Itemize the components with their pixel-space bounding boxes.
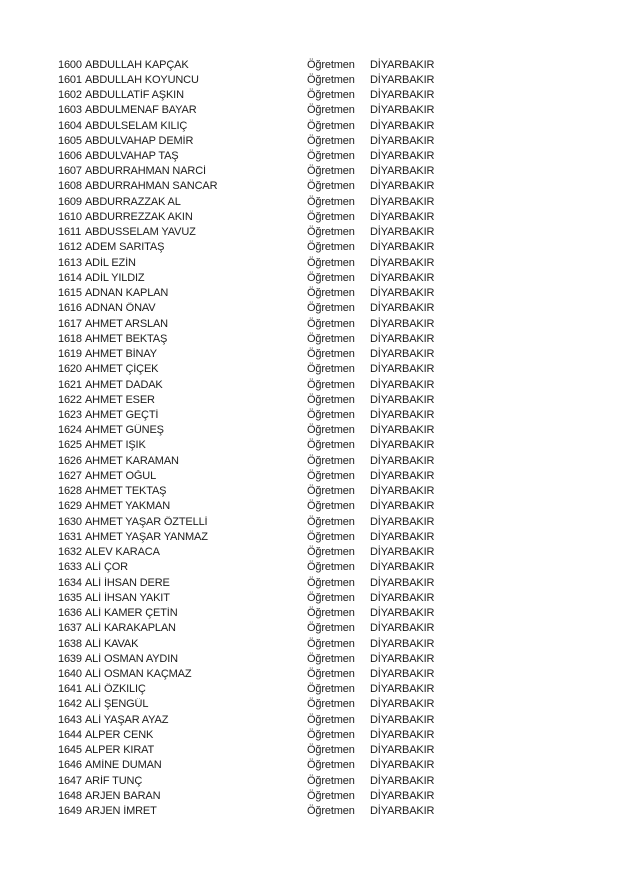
table-row: [58, 529, 578, 544]
row-number: 1614: [58, 271, 82, 284]
row-title: Öğretmen: [307, 698, 355, 711]
table-row: [58, 103, 578, 118]
row-name: AHMET BİNAY: [85, 348, 157, 361]
row-city: DİYARBAKIR: [370, 73, 435, 86]
row-number: 1648: [58, 789, 82, 802]
table-row: [58, 545, 578, 560]
table-row: [58, 240, 578, 255]
row-title: Öğretmen: [307, 134, 355, 147]
table-row: [58, 453, 578, 468]
table-row: [58, 255, 578, 270]
row-number: 1622: [58, 393, 82, 406]
row-name: AHMET ESER: [85, 393, 155, 406]
row-title: Öğretmen: [307, 759, 355, 772]
row-name: ALPER KIRAT: [85, 744, 155, 757]
row-title: Öğretmen: [307, 469, 355, 482]
row-city: DİYARBAKIR: [370, 424, 435, 437]
row-city: DİYARBAKIR: [370, 271, 435, 284]
row-city: DİYARBAKIR: [370, 500, 435, 513]
row-name: AHMET KARAMAN: [85, 454, 179, 467]
table-row: [58, 133, 578, 148]
row-city: DİYARBAKIR: [370, 759, 435, 772]
row-number: 1601: [58, 73, 82, 86]
row-title: Öğretmen: [307, 302, 355, 315]
row-number: 1605: [58, 134, 82, 147]
roster-list: [58, 57, 578, 819]
row-number: 1645: [58, 744, 82, 757]
row-title: Öğretmen: [307, 332, 355, 345]
row-city: DİYARBAKIR: [370, 89, 435, 102]
row-name: ABDUSSELAM YAVUZ: [85, 226, 196, 239]
table-row: [58, 225, 578, 240]
row-number: 1641: [58, 683, 82, 696]
row-title: Öğretmen: [307, 271, 355, 284]
row-number: 1635: [58, 591, 82, 604]
table-row: [58, 194, 578, 209]
row-number: 1646: [58, 759, 82, 772]
table-row: [58, 407, 578, 422]
table-row: [58, 87, 578, 102]
table-row: [58, 560, 578, 575]
row-number: 1643: [58, 713, 82, 726]
row-number: 1628: [58, 485, 82, 498]
row-name: ABDULMENAF BAYAR: [85, 104, 197, 117]
table-row: [58, 590, 578, 605]
row-name: ALİ İHSAN DERE: [85, 576, 170, 589]
row-title: Öğretmen: [307, 500, 355, 513]
table-row: [58, 118, 578, 133]
row-number: 1610: [58, 210, 82, 223]
row-title: Öğretmen: [307, 454, 355, 467]
row-number: 1627: [58, 469, 82, 482]
row-title: Öğretmen: [307, 591, 355, 604]
row-title: Öğretmen: [307, 652, 355, 665]
row-name: ABDULLAH KAPÇAK: [85, 58, 189, 71]
row-title: Öğretmen: [307, 774, 355, 787]
table-row: [58, 57, 578, 72]
row-title: Öğretmen: [307, 256, 355, 269]
row-title: Öğretmen: [307, 58, 355, 71]
row-city: DİYARBAKIR: [370, 683, 435, 696]
row-name: ALİ ÇOR: [85, 561, 128, 574]
row-title: Öğretmen: [307, 226, 355, 239]
row-number: 1609: [58, 195, 82, 208]
row-title: Öğretmen: [307, 150, 355, 163]
row-name: ADİL EZİN: [85, 256, 136, 269]
row-city: DİYARBAKIR: [370, 165, 435, 178]
table-row: [58, 758, 578, 773]
row-city: DİYARBAKIR: [370, 226, 435, 239]
row-name: ALİ KAMER ÇETİN: [85, 607, 178, 620]
row-number: 1633: [58, 561, 82, 574]
row-title: Öğretmen: [307, 180, 355, 193]
table-row: [58, 377, 578, 392]
row-name: ADEM SARITAŞ: [85, 241, 165, 254]
row-name: AHMET ÇİÇEK: [85, 363, 159, 376]
row-number: 1636: [58, 607, 82, 620]
row-name: ALİ KAVAK: [85, 637, 139, 650]
table-row: [58, 423, 578, 438]
table-row: [58, 636, 578, 651]
row-city: DİYARBAKIR: [370, 469, 435, 482]
table-row: [58, 682, 578, 697]
row-city: DİYARBAKIR: [370, 119, 435, 132]
row-title: Öğretmen: [307, 119, 355, 132]
row-city: DİYARBAKIR: [370, 302, 435, 315]
row-name: ADİL YILDIZ: [85, 271, 145, 284]
row-name: ABDURRAHMAN SANCAR: [85, 180, 218, 193]
row-number: 1618: [58, 332, 82, 345]
row-city: DİYARBAKIR: [370, 150, 435, 163]
row-number: 1619: [58, 348, 82, 361]
row-city: DİYARBAKIR: [370, 393, 435, 406]
row-city: DİYARBAKIR: [370, 409, 435, 421]
row-city: DİYARBAKIR: [370, 637, 435, 650]
row-name: AHMET GEÇTİ: [85, 409, 159, 421]
table-row: [58, 392, 578, 407]
row-city: DİYARBAKIR: [370, 210, 435, 223]
table-row: [58, 499, 578, 514]
table-row: [58, 651, 578, 666]
row-city: DİYARBAKIR: [370, 180, 435, 193]
row-city: DİYARBAKIR: [370, 546, 435, 559]
row-title: Öğretmen: [307, 287, 355, 300]
row-number: 1623: [58, 409, 82, 421]
row-title: Öğretmen: [307, 73, 355, 86]
row-name: AHMET YAŞAR ÖZTELLİ: [85, 515, 208, 528]
row-city: DİYARBAKIR: [370, 287, 435, 300]
row-number: 1637: [58, 622, 82, 635]
table-row: [58, 666, 578, 681]
row-number: 1629: [58, 500, 82, 513]
row-city: DİYARBAKIR: [370, 698, 435, 711]
row-number: 1640: [58, 667, 82, 680]
row-name: ABDULVAHAP DEMİR: [85, 134, 194, 147]
row-city: DİYARBAKIR: [370, 454, 435, 467]
table-row: [58, 712, 578, 727]
row-number: 1607: [58, 165, 82, 178]
row-city: DİYARBAKIR: [370, 774, 435, 787]
row-city: DİYARBAKIR: [370, 439, 435, 452]
table-row: [58, 179, 578, 194]
table-row: [58, 575, 578, 590]
row-city: DİYARBAKIR: [370, 622, 435, 635]
table-row: [58, 316, 578, 331]
row-name: ALİ ÖZKILIÇ: [85, 683, 146, 696]
table-row: [58, 788, 578, 803]
row-city: DİYARBAKIR: [370, 744, 435, 757]
table-row: [58, 164, 578, 179]
table-row: [58, 605, 578, 620]
row-number: 1611: [58, 226, 82, 239]
row-number: 1620: [58, 363, 82, 376]
row-city: DİYARBAKIR: [370, 515, 435, 528]
row-city: DİYARBAKIR: [370, 485, 435, 498]
row-name: ALİ KARAKAPLAN: [85, 622, 176, 635]
row-number: 1600: [58, 58, 82, 71]
row-number: 1639: [58, 652, 82, 665]
row-title: Öğretmen: [307, 561, 355, 574]
row-title: Öğretmen: [307, 165, 355, 178]
row-title: Öğretmen: [307, 104, 355, 117]
row-name: AHMET YAKMAN: [85, 500, 170, 513]
row-title: Öğretmen: [307, 789, 355, 802]
row-name: ALİ OSMAN AYDIN: [85, 652, 178, 665]
row-number: 1615: [58, 287, 82, 300]
table-row: [58, 438, 578, 453]
row-city: DİYARBAKIR: [370, 591, 435, 604]
row-name: AHMET ARSLAN: [85, 317, 168, 330]
row-title: Öğretmen: [307, 607, 355, 620]
row-title: Öğretmen: [307, 683, 355, 696]
row-city: DİYARBAKIR: [370, 728, 435, 741]
row-title: Öğretmen: [307, 576, 355, 589]
row-title: Öğretmen: [307, 713, 355, 726]
row-name: ABDURRAZZAK AL: [85, 195, 181, 208]
row-name: ARİF TUNÇ: [85, 774, 143, 787]
row-city: DİYARBAKIR: [370, 561, 435, 574]
row-title: Öğretmen: [307, 409, 355, 421]
table-row: [58, 621, 578, 636]
row-city: DİYARBAKIR: [370, 713, 435, 726]
row-city: DİYARBAKIR: [370, 667, 435, 680]
row-title: Öğretmen: [307, 667, 355, 680]
row-name: AHMET TEKTAŞ: [85, 485, 167, 498]
row-name: AHMET OĞUL: [85, 469, 157, 482]
row-name: ABDULVAHAP TAŞ: [85, 150, 179, 163]
table-row: [58, 148, 578, 163]
row-title: Öğretmen: [307, 348, 355, 361]
row-name: ALİ OSMAN KAÇMAZ: [85, 667, 192, 680]
row-city: DİYARBAKIR: [370, 607, 435, 620]
row-name: AHMET BEKTAŞ: [85, 332, 168, 345]
row-city: DİYARBAKIR: [370, 241, 435, 254]
row-title: Öğretmen: [307, 515, 355, 528]
row-city: DİYARBAKIR: [370, 789, 435, 802]
row-name: AMİNE DUMAN: [85, 759, 162, 772]
row-number: 1616: [58, 302, 82, 315]
row-name: ALİ YAŞAR AYAZ: [85, 713, 169, 726]
row-number: 1626: [58, 454, 82, 467]
table-row: [58, 362, 578, 377]
table-row: [58, 346, 578, 361]
row-number: 1617: [58, 317, 82, 330]
row-number: 1603: [58, 104, 82, 117]
row-number: 1631: [58, 530, 82, 543]
row-city: DİYARBAKIR: [370, 332, 435, 345]
table-row: [58, 72, 578, 87]
table-row: [58, 803, 578, 818]
row-city: DİYARBAKIR: [370, 530, 435, 543]
row-name: ALPER CENK: [85, 728, 154, 741]
row-number: 1630: [58, 515, 82, 528]
row-number: 1644: [58, 728, 82, 741]
row-title: Öğretmen: [307, 485, 355, 498]
row-city: DİYARBAKIR: [370, 805, 435, 818]
row-title: Öğretmen: [307, 363, 355, 376]
table-row: [58, 331, 578, 346]
row-title: Öğretmen: [307, 728, 355, 741]
row-name: AHMET YAŞAR YANMAZ: [85, 530, 208, 543]
row-city: DİYARBAKIR: [370, 104, 435, 117]
row-title: Öğretmen: [307, 546, 355, 559]
row-number: 1632: [58, 546, 82, 559]
table-row: [58, 484, 578, 499]
row-number: 1612: [58, 241, 82, 254]
row-city: DİYARBAKIR: [370, 363, 435, 376]
row-title: Öğretmen: [307, 210, 355, 223]
row-title: Öğretmen: [307, 424, 355, 437]
row-city: DİYARBAKIR: [370, 256, 435, 269]
row-title: Öğretmen: [307, 530, 355, 543]
row-city: DİYARBAKIR: [370, 134, 435, 147]
row-name: ADNAN ÖNAV: [85, 302, 156, 315]
row-number: 1608: [58, 180, 82, 193]
row-name: ALİ İHSAN YAKIT: [85, 591, 170, 604]
table-row: [58, 743, 578, 758]
row-title: Öğretmen: [307, 622, 355, 635]
row-number: 1606: [58, 150, 82, 163]
row-name: ABDULLAH KOYUNCU: [85, 73, 199, 86]
row-number: 1649: [58, 805, 82, 818]
row-name: ALİ ŞENGÜL: [85, 698, 149, 711]
table-row: [58, 514, 578, 529]
table-row: [58, 468, 578, 483]
row-number: 1621: [58, 378, 82, 391]
row-title: Öğretmen: [307, 393, 355, 406]
row-title: Öğretmen: [307, 805, 355, 818]
table-row: [58, 286, 578, 301]
row-name: AHMET GÜNEŞ: [85, 424, 164, 437]
row-number: 1604: [58, 119, 82, 132]
table-row: [58, 697, 578, 712]
row-city: DİYARBAKIR: [370, 348, 435, 361]
row-number: 1625: [58, 439, 82, 452]
row-city: DİYARBAKIR: [370, 58, 435, 71]
row-name: ARJEN BARAN: [85, 789, 161, 802]
row-name: ABDULLATİF AŞKIN: [85, 89, 184, 102]
row-title: Öğretmen: [307, 89, 355, 102]
row-name: AHMET DADAK: [85, 378, 163, 391]
row-name: ARJEN İMRET: [85, 805, 157, 818]
row-city: DİYARBAKIR: [370, 378, 435, 391]
row-name: ALEV KARACA: [85, 546, 160, 559]
row-title: Öğretmen: [307, 241, 355, 254]
row-city: DİYARBAKIR: [370, 195, 435, 208]
row-name: ABDULSELAM KILIÇ: [85, 119, 188, 132]
row-number: 1647: [58, 774, 82, 787]
table-row: [58, 773, 578, 788]
row-number: 1602: [58, 89, 82, 102]
row-number: 1624: [58, 424, 82, 437]
row-city: DİYARBAKIR: [370, 652, 435, 665]
table-row: [58, 727, 578, 742]
row-name: ADNAN KAPLAN: [85, 287, 169, 300]
row-number: 1613: [58, 256, 82, 269]
row-title: Öğretmen: [307, 378, 355, 391]
row-title: Öğretmen: [307, 317, 355, 330]
table-row: [58, 270, 578, 285]
row-name: ABDURRAHMAN NARCİ: [85, 165, 206, 178]
row-title: Öğretmen: [307, 195, 355, 208]
row-name: ABDURREZZAK AKIN: [85, 210, 193, 223]
row-number: 1634: [58, 576, 82, 589]
row-title: Öğretmen: [307, 637, 355, 650]
table-row: [58, 301, 578, 316]
row-city: DİYARBAKIR: [370, 317, 435, 330]
row-city: DİYARBAKIR: [370, 576, 435, 589]
table-row: [58, 209, 578, 224]
row-number: 1642: [58, 698, 82, 711]
row-title: Öğretmen: [307, 439, 355, 452]
row-title: Öğretmen: [307, 744, 355, 757]
row-number: 1638: [58, 637, 82, 650]
row-name: AHMET IŞIK: [85, 439, 146, 452]
